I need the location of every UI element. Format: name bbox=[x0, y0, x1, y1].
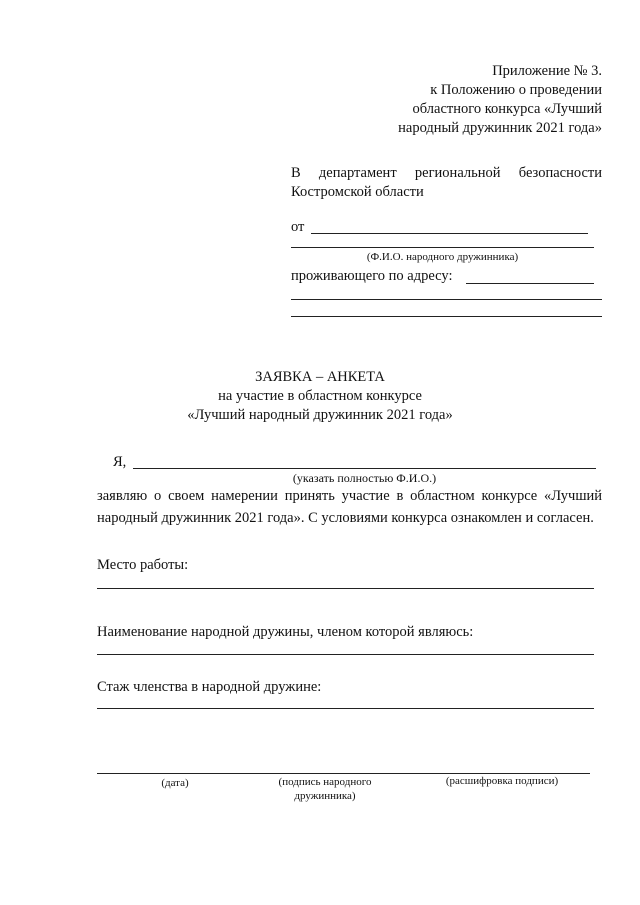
appendix-line-1: Приложение № 3. bbox=[492, 63, 602, 79]
address-field-line-3[interactable] bbox=[291, 316, 602, 317]
title-line-1: ЗАЯВКА – АНКЕТА bbox=[255, 369, 385, 385]
appendix-line-3: областного конкурса «Лучший bbox=[412, 101, 602, 117]
decode-caption: (расшифровка подписи) bbox=[445, 775, 559, 787]
applicant-fio-line[interactable] bbox=[133, 468, 596, 469]
title-line-3: «Лучший народный дружинник 2021 года» bbox=[187, 407, 453, 423]
signature-caption-line-2: дружинника) bbox=[294, 790, 356, 802]
document-title bbox=[140, 368, 500, 425]
dr-fio-caption: (Ф.И.О. народного дружинника) bbox=[366, 251, 519, 263]
appendix-line-4: народный дружинник 2021 года» bbox=[398, 120, 602, 136]
i-label: Я, bbox=[113, 454, 127, 470]
membership-label: Стаж членства в народной дружине: bbox=[97, 679, 322, 695]
date-caption: (дата) bbox=[161, 777, 189, 789]
appendix-header bbox=[330, 62, 602, 138]
from-field-line[interactable] bbox=[311, 233, 588, 234]
squad-name-label: Наименование народной дружины, членом которой являюсь: bbox=[97, 624, 474, 640]
address-field-line-1[interactable] bbox=[466, 283, 594, 284]
membership-line[interactable] bbox=[97, 708, 594, 709]
addressee-to-line1: В департамент региональной безопасности bbox=[291, 165, 602, 181]
work-place-line[interactable] bbox=[97, 588, 594, 589]
signature-caption bbox=[265, 775, 385, 803]
title-line-2: на участие в областном конкурсе bbox=[218, 388, 422, 404]
statement-text: заявляю о своем намерении принять участие в областном конкурсе «Лучший народный дружинник 2021 года». С условиями конкурса ознакомлен и согласен. bbox=[97, 488, 602, 526]
work-place-label: Место работы: bbox=[97, 557, 189, 573]
applicant-fio-caption: (указать полностью Ф.И.О.) bbox=[292, 471, 437, 485]
signature-line[interactable] bbox=[97, 773, 590, 774]
appendix-line-2: к Положению о проведении bbox=[430, 82, 602, 98]
addressee-to-line2: Костромской области bbox=[291, 184, 424, 200]
residing-label: проживающего по адресу: bbox=[291, 268, 453, 284]
squad-name-line[interactable] bbox=[97, 654, 594, 655]
address-field-line-2[interactable] bbox=[291, 299, 602, 300]
signature-caption-line-1: (подпись народного bbox=[278, 776, 372, 788]
from-label: от bbox=[291, 219, 305, 235]
from-field-line-2[interactable] bbox=[291, 247, 594, 248]
